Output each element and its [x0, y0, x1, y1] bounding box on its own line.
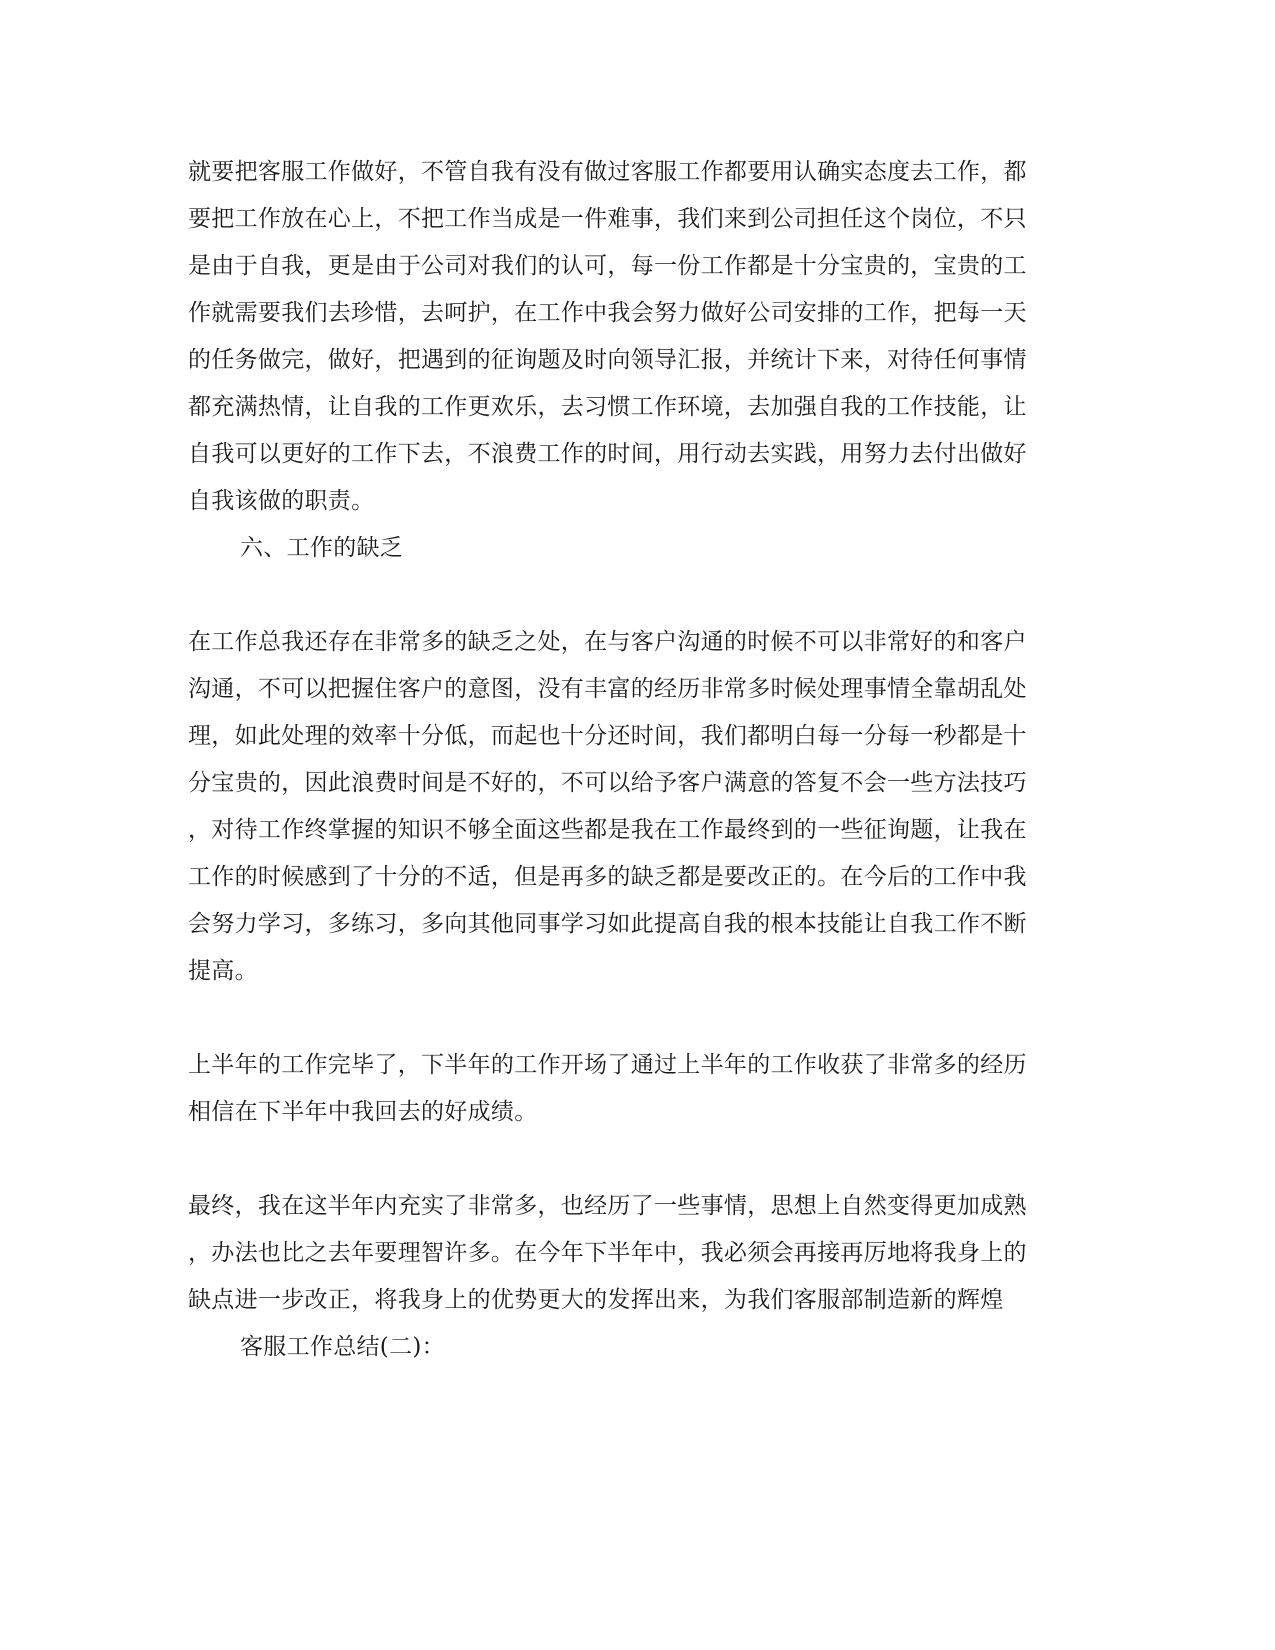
paragraph-1-line-5: 的任务做完，做好，把遇到的征询题及时向领导汇报，并统计下来，对待任何事情	[188, 347, 1027, 373]
paragraph-2-line-7: 会努力学习，多练习，多向其他同事学习如此提高自我的根本技能让自我工作不断	[188, 911, 1027, 937]
paragraph-1-line-8: 自我该做的职责。	[188, 488, 375, 514]
paragraph-1-line-6: 都充满热情，让自我的工作更欢乐，去习惯工作环境，去加强自我的工作技能，让	[188, 394, 1027, 420]
paragraph-2-line-6: 工作的时候感到了十分的不适，但是再多的缺乏都是要改正的。在今后的工作中我	[188, 864, 1027, 890]
paragraph-4-line-1: 最终，我在这半年内充实了非常多，也经历了一些事情，思想上自然变得更加成熟	[188, 1193, 1027, 1219]
section-heading-summary-two: 客服工作总结(二)：	[240, 1334, 445, 1360]
paragraph-1-line-7: 自我可以更好的工作下去，不浪费工作的时间，用行动去实践，用努力去付出做好	[188, 441, 1027, 467]
paragraph-4-line-3: 缺点进一步改正，将我身上的优势更大的发挥出来，为我们客服部制造新的辉煌	[188, 1287, 1004, 1313]
paragraph-2-line-4: 分宝贵的，因此浪费时间是不好的，不可以给予客户满意的答复不会一些方法技巧	[188, 770, 1027, 796]
paragraph-3-line-2: 相信在下半年中我回去的好成绩。	[188, 1099, 538, 1125]
paragraph-1-line-1: 就要把客服工作做好，不管自我有没有做过客服工作都要用认确实态度去工作，都	[188, 159, 1027, 185]
paragraph-2-line-2: 沟通，不可以把握住客户的意图，没有丰富的经历非常多时候处理事情全靠胡乱处	[188, 676, 1027, 702]
section-heading-shortcomings: 六、工作的缺乏	[240, 535, 404, 561]
paragraph-1-line-4: 作就需要我们去珍惜，去呵护，在工作中我会努力做好公司安排的工作，把每一天	[188, 300, 1027, 326]
paragraph-1-line-2: 要把工作放在心上，不把工作当成是一件难事，我们来到公司担任这个岗位，不只	[188, 206, 1027, 232]
paragraph-2-line-8: 提高。	[188, 958, 258, 984]
paragraph-3-line-1: 上半年的工作完毕了，下半年的工作开场了通过上半年的工作收获了非常多的经历	[188, 1052, 1027, 1078]
paragraph-1-line-3: 是由于自我，更是由于公司对我们的认可，每一份工作都是十分宝贵的，宝贵的工	[188, 253, 1027, 279]
paragraph-2-line-1: 在工作总我还存在非常多的缺乏之处，在与客户沟通的时候不可以非常好的和客户	[188, 629, 1027, 655]
paragraph-2-line-3: 理，如此处理的效率十分低，而起也十分还时间，我们都明白每一分每一秒都是十	[188, 723, 1027, 749]
paragraph-4-line-2: ，办法也比之去年要理智许多。在今年下半年中，我必须会再接再厉地将我身上的	[188, 1240, 1027, 1266]
paragraph-2-line-5: ，对待工作终掌握的知识不够全面这些都是我在工作最终到的一些征询题，让我在	[188, 817, 1027, 843]
